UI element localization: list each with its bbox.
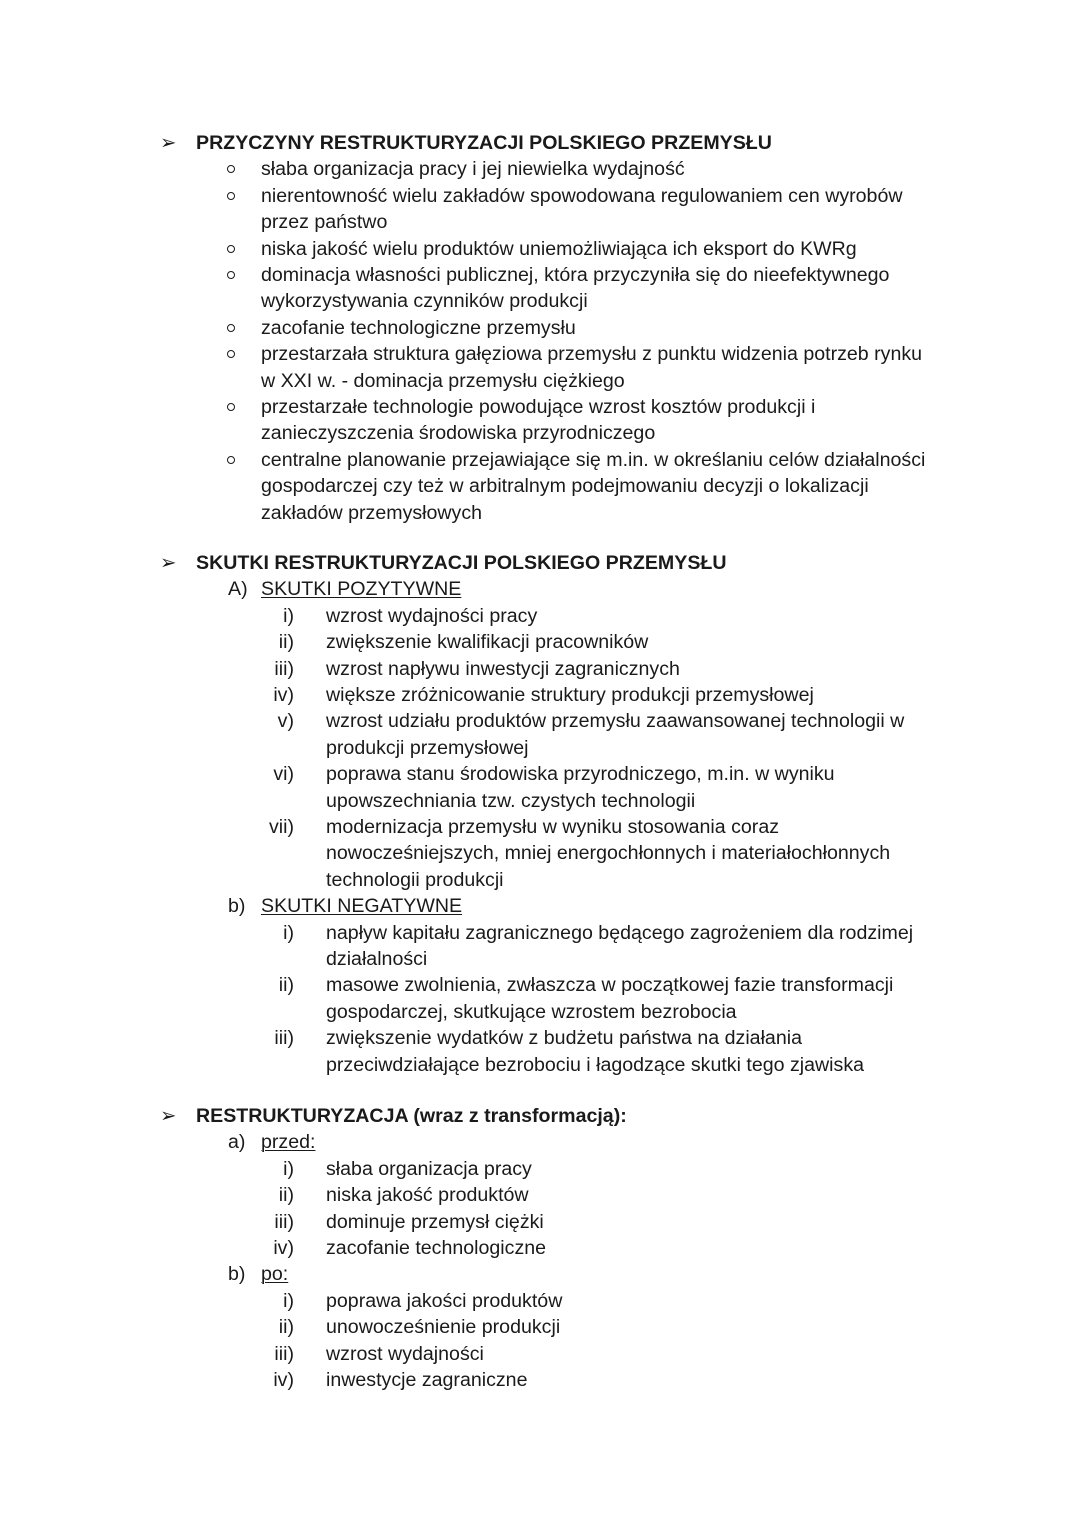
heading-text: SKUTKI RESTRUKTURYZACJI POLSKIEGO PRZEMYSŁU (196, 552, 727, 574)
list-item (0, 1367, 1080, 1393)
list-number: i) (283, 921, 294, 944)
list-item (0, 1235, 1080, 1261)
list-item-text: przestarzałe technologie powodujące wzrost kosztów produkcji i (261, 396, 816, 419)
list-number: vi) (273, 763, 294, 786)
list-item (0, 1025, 1080, 1078)
list-item-text: większe zróżnicowanie struktury produkcji przemysłowej (326, 684, 814, 706)
arrow-bullet-icon: ➢ (160, 132, 177, 154)
list-item (0, 315, 1080, 341)
subsection-label: a) (228, 1131, 246, 1154)
list-number: iv) (273, 1369, 294, 1392)
negative-effects-list (0, 920, 1080, 1078)
list-item-text: niska jakość produktów (326, 1184, 529, 1207)
list-number: iv) (273, 1237, 294, 1259)
subsection-heading (0, 576, 1080, 602)
circle-bullet-icon (227, 324, 235, 332)
subsection-heading (0, 1129, 1080, 1155)
list-item (0, 603, 1080, 629)
subsection-label: b) (228, 895, 246, 918)
subsection-label: b) (228, 1263, 246, 1286)
list-item (0, 1288, 1080, 1314)
section-effects (0, 550, 1080, 1078)
list-item-text: zakładów przemysłowych (261, 501, 483, 524)
list-number: iii) (274, 657, 294, 680)
list-item (0, 629, 1080, 655)
list-item-text: przez państwo (261, 211, 388, 234)
list-item-text: inwestycje zagraniczne (326, 1369, 528, 1392)
list-item-text: gospodarczej czy też w arbitralnym podejmowaniu decyzji o lokalizacji (261, 475, 869, 498)
circle-bullet-icon (227, 245, 235, 253)
list-item (0, 682, 1080, 708)
list-item-text: zacofanie technologiczne przemysłu (261, 316, 576, 339)
list-item (0, 183, 1080, 236)
list-item-text: unowocześnienie produkcji (326, 1316, 561, 1339)
list-item-text: wzrost napływu inwestycji zagranicznych (326, 657, 680, 680)
circle-bullet-icon (227, 350, 235, 358)
list-item-text: działalności (326, 948, 428, 971)
list-item-text: przeciwdziałające bezrobociu i łagodzące skutki tego zjawiska (326, 1053, 865, 1076)
after-list (0, 1288, 1080, 1394)
circle-bullet-icon (227, 403, 235, 411)
circle-bullet-icon (227, 456, 235, 464)
list-number: iii) (274, 1027, 294, 1050)
list-item-text: zwiększenie kwalifikacji pracowników (326, 631, 649, 654)
arrow-bullet-icon: ➢ (160, 552, 177, 574)
heading-text: PRZYCZYNY RESTRUKTURYZACJI POLSKIEGO PRZEMYSŁU (196, 132, 772, 154)
list-item-text: w XXI w. - dominacja przemysłu ciężkiego (261, 369, 625, 392)
list-number: ii) (278, 1316, 294, 1339)
list-item-text: zanieczyszczenia środowiska przyrodniczego (261, 422, 656, 445)
list-item (0, 236, 1080, 262)
list-number: i) (283, 1289, 294, 1312)
list-number: v) (277, 710, 294, 733)
list-number: ii) (278, 1184, 294, 1207)
list-item (0, 708, 1080, 761)
list-item-text: dominacja własności publicznej, która przyczyniła się do nieefektywnego (261, 264, 890, 287)
list-item-text: nowocześniejszych, mniej energochłonnych i materiałochłonnych (326, 842, 891, 865)
list-item-text: centralne planowanie przejawiające się m.in. w określaniu celów działalności (261, 448, 926, 471)
list-item-text: technologii produkcji (326, 868, 504, 891)
list-number: i) (283, 1157, 294, 1180)
list-item-text: poprawa jakości produktów (326, 1289, 563, 1312)
list-number: iii) (274, 1342, 294, 1365)
list-item (0, 814, 1080, 893)
list-item-text: poprawa stanu środowiska przyrodniczego, m.in. w wyniku (326, 763, 835, 786)
section-heading (0, 550, 1080, 576)
list-number: ii) (278, 631, 294, 654)
list-item (0, 262, 1080, 315)
section-heading (0, 1103, 1080, 1129)
list-item (0, 761, 1080, 814)
section-restructuring (0, 1103, 1080, 1393)
list-item (0, 1209, 1080, 1235)
before-list (0, 1156, 1080, 1262)
section-causes (0, 130, 1080, 526)
circle-bullet-icon (227, 271, 235, 279)
list-item-text: masowe zwolnienia, zwłaszcza w początkowej fazie transformacji (326, 974, 894, 997)
positive-effects-list (0, 603, 1080, 893)
list-item-text: zwiększenie wydatków z budżetu państwa na działania (326, 1027, 802, 1050)
list-item (0, 394, 1080, 447)
list-item (0, 1341, 1080, 1367)
list-item-text: słaba organizacja pracy (326, 1157, 532, 1180)
list-item-text: wzrost wydajności pracy (326, 604, 538, 627)
list-item-text: napływ kapitału zagranicznego będącego zagrożeniem dla rodzimej (326, 921, 914, 944)
arrow-bullet-icon: ➢ (160, 1105, 177, 1127)
subsection-label: A) (228, 578, 248, 601)
list-item-text: produkcji przemysłowej (326, 736, 529, 759)
circle-bullet-icon (227, 165, 235, 173)
section-heading (0, 130, 1080, 156)
list-item-text: słaba organizacja pracy i jej niewielka wydajność (261, 158, 685, 181)
list-item (0, 1314, 1080, 1340)
list-item-text: wykorzystywania czynników produkcji (261, 290, 588, 313)
heading-text: RESTRUKTURYZACJA (wraz z transformacją): (196, 1105, 627, 1127)
list-number: vii) (268, 816, 294, 839)
list-number: iv) (273, 684, 294, 706)
list-item-text: przestarzała struktura gałęziowa przemysłu z punktu widzenia potrzeb rynku (261, 343, 923, 366)
list-item (0, 1156, 1080, 1182)
list-item-text: modernizacja przemysłu w wyniku stosowania coraz (326, 816, 780, 839)
subsection-heading (0, 893, 1080, 919)
list-item (0, 920, 1080, 973)
subsection-title: SKUTKI POZYTYWNE (261, 578, 462, 601)
list-item-text: gospodarczej, skutkujące wzrostem bezrobocia (326, 1000, 737, 1023)
list-item-text: dominuje przemysł ciężki (326, 1210, 544, 1233)
subsection-title: przed: (261, 1131, 316, 1154)
subsection-heading (0, 1261, 1080, 1287)
subsection-title: SKUTKI NEGATYWNE (261, 895, 463, 918)
list-item-text: zacofanie technologiczne (326, 1237, 547, 1259)
list-item (0, 972, 1080, 1025)
list-number: iii) (274, 1210, 294, 1233)
list-item-text: upowszechniania tzw. czystych technologii (326, 789, 696, 812)
causes-list (0, 156, 1080, 526)
list-item-text: nierentowność wielu zakładów spowodowana regulowaniem cen wyrobów (261, 184, 903, 207)
list-item (0, 1182, 1080, 1208)
list-number: ii) (278, 974, 294, 997)
list-item-text: niska jakość wielu produktów uniemożliwiająca ich eksport do KWRg (261, 237, 857, 260)
circle-bullet-icon (227, 192, 235, 200)
list-item (0, 656, 1080, 682)
list-item (0, 156, 1080, 182)
list-item-text: wzrost wydajności (326, 1342, 484, 1365)
list-item (0, 447, 1080, 526)
list-item-text: wzrost udziału produktów przemysłu zaawansowanej technologii w (326, 710, 905, 733)
list-item (0, 341, 1080, 394)
subsection-title: po: (261, 1263, 289, 1286)
list-number: i) (283, 604, 294, 627)
